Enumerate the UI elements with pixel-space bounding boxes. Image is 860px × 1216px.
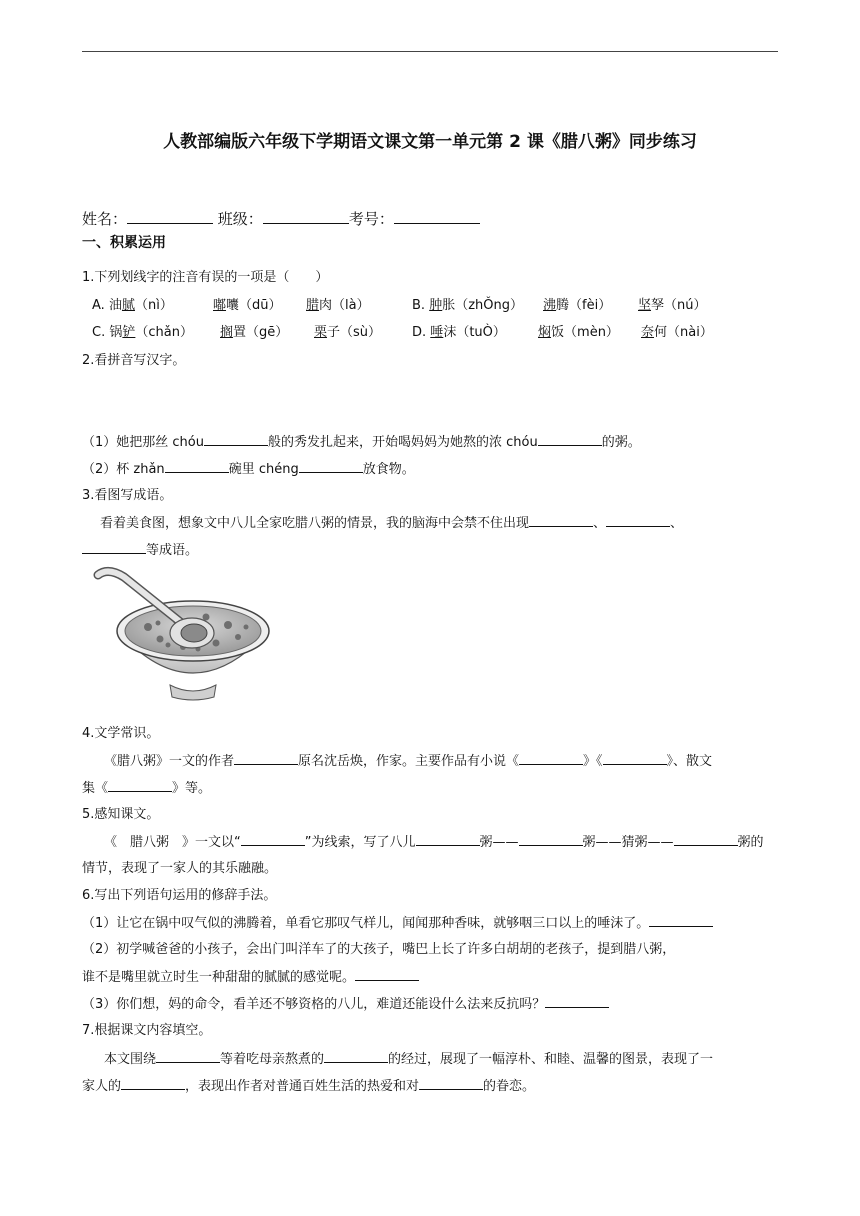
answer-blank[interactable] <box>416 833 480 846</box>
question-1-option-d-3: 奈何（nài） <box>641 325 713 340</box>
question-3-line-1: 看着美食图，想象文中八儿全家吃腊八粥的情景，我的脑海中会禁不住出现 、 、 <box>100 516 684 531</box>
question-1-stem: 1.下列划线字的注音有误的一项是（ ） <box>82 270 329 285</box>
answer-blank[interactable] <box>603 752 667 765</box>
exam-no-blank[interactable] <box>394 211 480 224</box>
question-1-option-b-2: 沸腾（fèi） <box>543 298 612 313</box>
porridge-bowl-image <box>88 565 298 705</box>
answer-blank[interactable] <box>121 1077 185 1090</box>
question-1-option-a: A. 油腻（nì） <box>92 298 173 313</box>
name-label: 姓名： <box>82 210 128 228</box>
answer-blank[interactable] <box>82 541 146 554</box>
question-5-stem: 5.感知课文。 <box>82 807 160 822</box>
student-info-line <box>82 210 480 228</box>
name-blank[interactable] <box>127 211 213 224</box>
question-1-option-d-2: 焖饭（mèn） <box>538 325 619 340</box>
question-1-option-a-3: 腊肉（là） <box>306 298 370 313</box>
exam-no-label: 考号： <box>348 210 394 228</box>
question-6-sentence-3: （3）你们想，妈的命令，看羊还不够资格的八儿，难道还能设什么法来反抗吗？ <box>82 995 609 1014</box>
question-2-stem: 2.看拼音写汉字。 <box>82 353 186 368</box>
answer-blank[interactable] <box>519 833 583 846</box>
class-blank[interactable] <box>263 211 349 224</box>
answer-blank[interactable] <box>519 752 583 765</box>
question-1-option-c: C. 锅铲（chǎn） <box>92 325 193 340</box>
answer-blank[interactable] <box>419 1077 483 1090</box>
question-7-line-1: 本文围绕 等着吃母亲熬煮的 的经过，展现了一幅淳朴、和睦、温馨的图景，表现了一 <box>104 1052 714 1067</box>
question-3-stem: 3.看图写成语。 <box>82 488 173 503</box>
question-7-line-2: 家人的 ，表现出作者对普通百姓生活的热爱和对 的眷恋。 <box>82 1079 536 1094</box>
question-6-sentence-2: （2）初学喊爸爸的小孩子，会出门叫洋车了的大孩子，嘴巴上长了许多白胡胡的老孩子，提到腊八粥， <box>82 942 676 957</box>
answer-blank[interactable] <box>606 514 670 527</box>
question-5-line-1: 《 腊八粥 》一文以“ ”为线索，写了八儿 粥—— 粥——猜粥—— 粥的 <box>104 835 764 850</box>
question-4-line-1: 《腊八粥》一文的作者 原名沈岳焕，作家。主要作品有小说《 》《 》、散文 <box>104 754 713 769</box>
answer-blank[interactable] <box>324 1050 388 1063</box>
question-1-option-b-3: 坚孥（nú） <box>638 298 707 313</box>
question-1-option-a-2: 嘟囔（dū） <box>213 298 282 313</box>
question-1-option-b: B. 肿胀（zhǑng） <box>412 298 524 313</box>
answer-blank[interactable] <box>165 460 229 473</box>
header-rule <box>82 51 778 52</box>
question-1-option-c-2: 搁置（gē） <box>220 325 289 340</box>
question-2-line-1: （1）她把那丝 chóu 般的秀发扎起来，开始喝妈妈为她熬的浓 chóu 的粥。 <box>82 435 641 450</box>
answer-blank[interactable] <box>545 995 609 1008</box>
question-2-line-2: （2）杯 zhǎn 碗里 chéng 放食物。 <box>82 462 415 477</box>
page-title: 人教部编版六年级下学期语文课文第一单元第 2 课《腊八粥》同步练习 <box>163 132 697 152</box>
question-6-stem: 6.写出下列语句运用的修辞手法。 <box>82 888 277 903</box>
question-3-line-2: 等成语。 <box>82 541 198 560</box>
answer-blank[interactable] <box>649 914 713 927</box>
question-7-stem: 7.根据课文内容填空。 <box>82 1023 212 1038</box>
answer-blank[interactable] <box>674 833 738 846</box>
answer-blank[interactable] <box>529 514 593 527</box>
class-label: 班级： <box>217 210 263 228</box>
section-heading: 一、积累运用 <box>82 235 166 251</box>
question-5-line-2: 情节，表现了一家人的其乐融融。 <box>82 861 278 876</box>
question-4-stem: 4.文学常识。 <box>82 726 160 741</box>
answer-blank[interactable] <box>241 833 305 846</box>
question-6-sentence-2-cont: 谁不是嘴里就立时生一种甜甜的腻腻的感觉呢。 <box>82 968 419 987</box>
answer-blank[interactable] <box>108 779 172 792</box>
question-4-line-2: 集《 》等。 <box>82 781 212 796</box>
question-1-option-d: D. 唾沫（tuÒ） <box>412 325 506 340</box>
answer-blank[interactable] <box>204 433 268 446</box>
answer-blank[interactable] <box>156 1050 220 1063</box>
answer-blank[interactable] <box>355 968 419 981</box>
answer-blank[interactable] <box>299 460 363 473</box>
question-1-option-c-3: 栗子（sù） <box>314 325 382 340</box>
answer-blank[interactable] <box>234 752 298 765</box>
answer-blank[interactable] <box>538 433 602 446</box>
question-6-sentence-1: （1）让它在锅中叹气似的沸腾着，单看它那叹气样儿，闻闻那种香味，就够咽三口以上的唾沫了。 <box>82 914 713 933</box>
